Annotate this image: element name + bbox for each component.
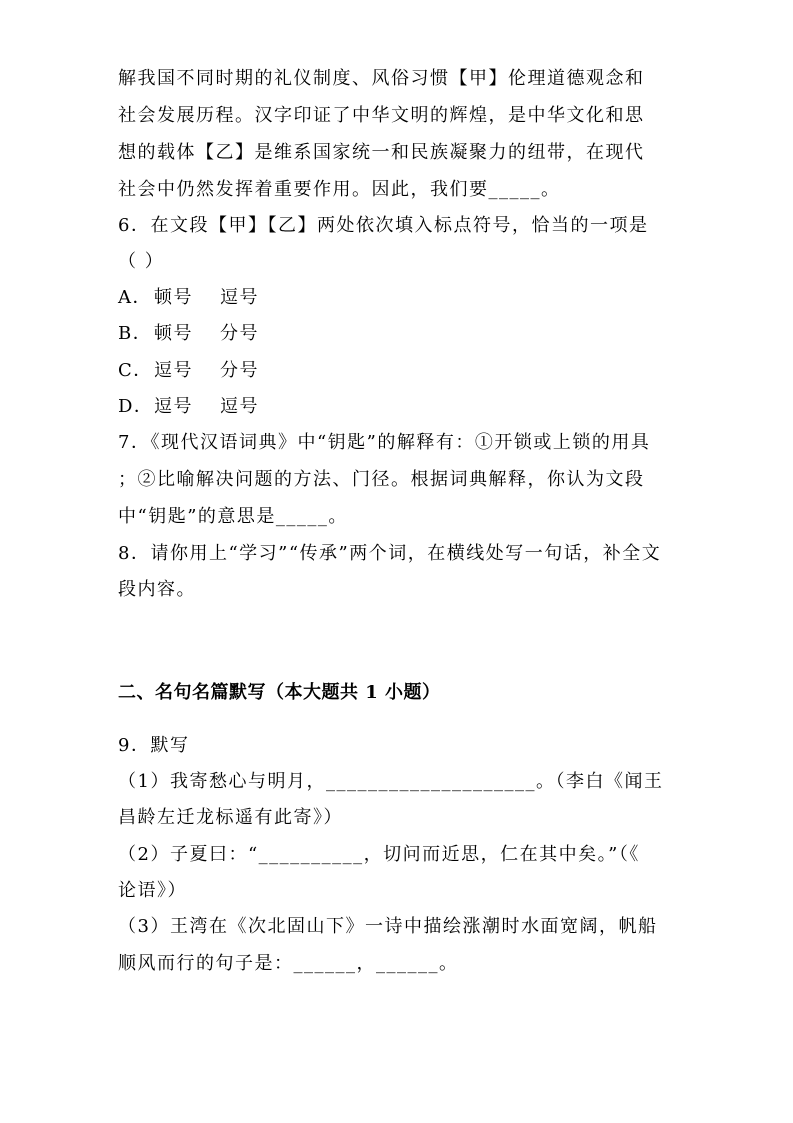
- option-key: B．: [118, 323, 153, 344]
- section-heading: 二、名句名篇默写（本大题共 1 小题）: [118, 682, 441, 703]
- option-b: [118, 321, 259, 347]
- option-key: C．: [118, 360, 153, 381]
- question-9-line: 论语》）: [118, 880, 187, 901]
- option-c: [118, 358, 259, 384]
- question-9-line: 昌龄左迁龙标遥有此寄》）: [118, 807, 343, 828]
- option-first-mark: 逗号: [154, 396, 193, 417]
- option-d: [118, 394, 259, 420]
- question-9-line: （1）我寄愁心与明月，____________________。（李白《闻王: [118, 771, 664, 792]
- passage-line: 社会中仍然发挥着重要作用。因此，我们要_____。: [118, 179, 561, 200]
- question-6-answer-paren: （ ）: [118, 251, 165, 272]
- question-8-line: 8．请你用上“学习”“传承”两个词，在横线处写一句话，补全文: [118, 543, 662, 564]
- option-second-mark: 分号: [220, 360, 259, 381]
- question-9-stem: 9．默写: [118, 735, 190, 756]
- option-key: A．: [118, 287, 152, 308]
- option-key: D．: [118, 396, 154, 417]
- passage-line: 解我国不同时期的礼仪制度、风俗习惯【甲】伦理道德观念和: [118, 68, 645, 89]
- question-7-line: 7．《现代汉语词典》中“钥匙”的解释有：①开锁或上锁的用具: [118, 432, 651, 453]
- option-first-mark: 逗号: [154, 360, 193, 381]
- passage-line: 想的载体【乙】是维系国家统一和民族凝聚力的纽带，在现代: [118, 142, 645, 163]
- option-first-mark: 顿号: [154, 287, 193, 308]
- option-first-mark: 顿号: [154, 323, 193, 344]
- passage-line: 社会发展历程。汉字印证了中华文明的辉煌，是中华文化和思: [118, 105, 645, 126]
- question-8-line: 段内容。: [118, 579, 196, 600]
- option-second-mark: 分号: [220, 323, 259, 344]
- question-7-line: 中“钥匙”的意思是_____。: [118, 506, 348, 527]
- question-9-line: （2）子夏曰：“__________，切问而近思，仁在其中矣。”（《: [118, 844, 640, 865]
- question-9-line: （3）王湾在《次北固山下》一诗中描绘涨潮时水面宽阔，帆船: [118, 916, 658, 937]
- question-7-line: ；②比喻解决问题的方法、门径。根据词典解释，你认为文段: [118, 469, 645, 490]
- option-second-mark: 逗号: [220, 287, 259, 308]
- option-a: [118, 285, 259, 311]
- question-6-stem: 6．在文段【甲】【乙】两处依次填入标点符号，恰当的一项是: [118, 215, 649, 236]
- option-second-mark: 逗号: [220, 396, 259, 417]
- question-9-line: 顺风而行的句子是：______，______。: [118, 953, 459, 974]
